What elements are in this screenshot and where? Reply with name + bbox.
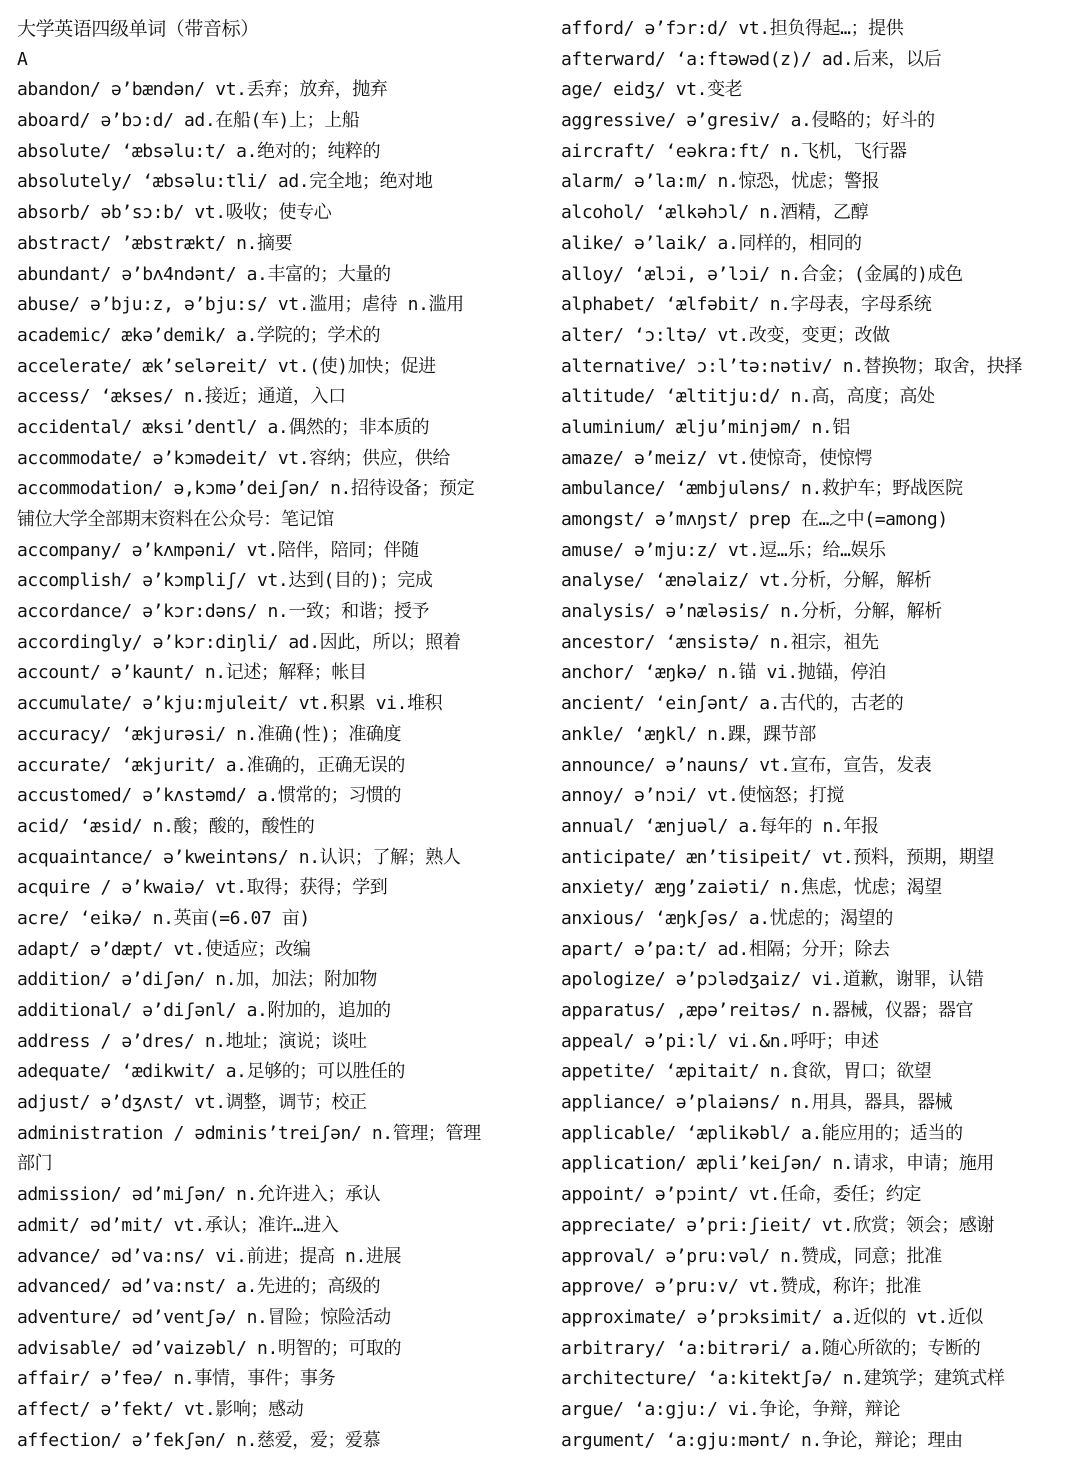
vocabulary-entry: accelerate/ æk’seləreit/ vt.(使)加快；促进 [17,355,436,377]
vocabulary-entry: afterward/ ‘a:ftəwəd(z)/ ad.后来，以后 [561,48,942,70]
vocabulary-entry: appliance/ ə’plaiəns/ n.用具，器具，器械 [561,1092,953,1114]
vocabulary-entry: architecture/ ‘a:kitektʃə/ n.建筑学；建筑式样 [561,1368,1005,1390]
vocabulary-entry: abstract/ ’æbstrækt/ n.摘要 [17,232,293,254]
vocabulary-entry: amongst/ ə’mʌŋst/ prep 在…之中(=among) [561,509,948,530]
vocabulary-entry: aggressive/ ə’gresiv/ a.侵略的；好斗的 [561,110,935,132]
vocabulary-entry: alphabet/ ‘ælfəbit/ n.字母表，字母系统 [561,294,932,316]
vocabulary-entry: accommodate/ ə’kɔmədeit/ vt.容纳；供应，供给 [17,447,451,469]
vocabulary-entry: age/ eidʒ/ vt.变老 [561,79,743,101]
vocabulary-entry: abuse/ ə’bju:z, ə’bju:s/ vt.滥用；虐待 n.滥用 [17,294,464,316]
vocabulary-entry: accordingly/ ə’kɔr:diŋli/ ad.因此，所以；照着 [17,631,461,653]
vocabulary-entry: 部门 [17,1153,53,1175]
vocabulary-entry: accommodation/ ə,kɔmə’deiʃən/ n.招待设备；预定 [17,478,475,500]
vocabulary-entry: administration / ədminis’treiʃən/ n.管理；管理 [17,1122,481,1144]
vocabulary-entry: abandon/ ə’bændən/ vt.丢弃；放弃，抛弃 [17,79,388,101]
left-entry-list [17,75,540,1456]
vocabulary-entry: approve/ ə’pru:v/ vt.赞成，称许；批准 [561,1276,921,1298]
vocabulary-entry: admission/ əd’miʃən/ n.允许进入；承认 [17,1184,381,1206]
vocabulary-entry: apart/ ə’pa:t/ ad.相隔；分开；除去 [561,938,890,960]
vocabulary-entry: alcohol/ ‘ælkəhɔl/ n.酒精，乙醇 [561,202,869,224]
right-entry-list [561,14,1080,1456]
vocabulary-entry: 铺位大学全部期末资料在公众号：笔记馆 [17,509,334,530]
vocabulary-entry: appreciate/ ə’pri:ʃieit/ vt.欣赏；领会；感谢 [561,1214,995,1236]
vocabulary-entry: aluminium/ ælju’minjəm/ n.铝 [561,416,850,438]
vocabulary-entry: appeal/ ə’pi:l/ vi.&n.呼吁；申述 [561,1030,879,1052]
vocabulary-entry: academic/ ækə’demik/ a.学院的；学术的 [17,324,381,346]
vocabulary-entry: anxious/ ‘æŋkʃəs/ a.忧虑的；渴望的 [561,907,893,929]
vocabulary-entry: accumulate/ ə’kju:mjuleit/ vt.积累 vi.堆积 [17,693,443,715]
vocabulary-entry: affection/ ə’fekʃən/ n.慈爱，爱；爱慕 [17,1429,381,1451]
vocabulary-entry: alter/ ‘ɔ:ltə/ vt.改变，变更；改做 [561,324,890,346]
vocabulary-entry: alarm/ ə’la:m/ n.惊恐，忧虑；警报 [561,171,880,193]
vocabulary-entry: appetite/ ‘æpitait/ n.食欲，胃口；欲望 [561,1061,932,1083]
vocabulary-entry: ambulance/ ‘æmbjuləns/ n.救护车；野战医院 [561,478,963,500]
vocabulary-entry: alloy/ ‘ælɔi, ə’lɔi/ n.合金；(金属的)成色 [561,263,963,285]
vocabulary-entry: accordance/ ə’kɔr:dəns/ n.一致；和谐；授予 [17,601,430,623]
vocabulary-entry: ankle/ ‘æŋkl/ n.踝，踝节部 [561,723,816,745]
vocabulary-entry: adapt/ ə’dæpt/ vt.使适应；改编 [17,938,311,960]
vocabulary-entry: accurate/ ‘ækjurit/ a.准确的，正确无误的 [17,754,406,776]
vocabulary-entry: argument/ ‘a:gju:mənt/ n.争论，辩论；理由 [561,1429,963,1451]
vocabulary-entry: accomplish/ ə’kɔmpliʃ/ vt.达到(目的)；完成 [17,570,433,592]
vocabulary-entry: apparatus/ ,æpə’reitəs/ n.器械，仪器；器官 [561,1000,974,1021]
vocabulary-entry: announce/ ə’nauns/ vt.宣布，宣告，发表 [561,754,932,776]
vocabulary-entry: apologize/ ə’pɔlədʒaiz/ vi.道歉，谢罪，认错 [561,969,984,991]
vocabulary-entry: absolutely/ ‘æbsəlu:tli/ ad.完全地；绝对地 [17,171,433,193]
vocabulary-entry: affair/ ə’feə/ n.事情，事件；事务 [17,1368,336,1390]
vocabulary-entry: acquaintance/ ə’kweintəns/ n.认识；了解；熟人 [17,846,461,868]
vocabulary-entry: adventure/ əd’ventʃə/ n.冒险；惊险活动 [17,1306,391,1328]
vocabulary-entry: acre/ ‘eikə/ n.英亩(=6.07 亩) [17,907,310,929]
vocabulary-entry: accuracy/ ‘ækjurəsi/ n.准确(性)；准确度 [17,723,402,745]
vocabulary-entry: accompany/ ə’kʌmpəni/ vt.陪伴，陪同；伴随 [17,539,419,561]
vocabulary-entry: applicable/ ‘æplikəbl/ a.能应用的；适当的 [561,1122,963,1144]
vocabulary-entry: account/ ə’kaunt/ n.记述；解释；帐目 [17,662,367,684]
vocabulary-entry: adequate/ ‘ædikwit/ a.足够的；可以胜任的 [17,1061,406,1083]
vocabulary-entry: access/ ‘ækses/ n.接近；通道，入口 [17,386,346,408]
vocabulary-entry: annual/ ‘ænjuəl/ a.每年的 n.年报 [561,815,879,837]
left-column [17,14,540,1456]
vocabulary-entry: annoy/ ə’nɔi/ vt.使恼怒；打搅 [561,785,845,807]
vocabulary-entry: analysis/ ə’næləsis/ n.分析，分解，解析 [561,601,942,623]
vocabulary-entry: accidental/ æksi’dentl/ a.偶然的；非本质的 [17,416,430,438]
vocabulary-entry: advanced/ əd’va:nst/ a.先进的；高级的 [17,1276,381,1298]
vocabulary-entry: addition/ ə’diʃən/ n.加，加法；附加物 [17,969,377,991]
vocabulary-entry: afford/ ə’fɔr:d/ vt.担负得起…；提供 [561,18,904,39]
vocabulary-entry: acid/ ‘æsid/ n.酸；酸的，酸性的 [17,815,315,837]
section-letter: A [17,48,28,70]
vocabulary-entry: accustomed/ ə’kʌstəmd/ a.惯常的；习惯的 [17,785,402,807]
vocabulary-entry: absorb/ əb’sɔ:b/ vt.吸收；使专心 [17,202,332,224]
vocabulary-entry: advisable/ əd’vaizəbl/ n.明智的；可取的 [17,1337,402,1359]
vocabulary-entry: amaze/ ə’meiz/ vt.使惊奇，使惊愕 [561,447,873,469]
vocabulary-entry: approval/ ə’pru:vəl/ n.赞成，同意；批准 [561,1245,942,1267]
vocabulary-entry: additional/ ə’diʃənl/ a.附加的，追加的 [17,1000,391,1021]
vocabulary-entry: analyse/ ‘ænəlaiz/ vt.分析，分解，解析 [561,570,932,592]
vocabulary-entry: affect/ ə’fekt/ vt.影响；感动 [17,1398,304,1420]
vocabulary-entry: abundant/ ə’bʌ4ndənt/ a.丰富的；大量的 [17,263,391,285]
vocabulary-entry: aircraft/ ‘eəkra:ft/ n.飞机，飞行器 [561,140,907,162]
vocabulary-entry: amuse/ ə’mju:z/ vt.逗…乐；给…娱乐 [561,539,886,561]
vocabulary-entry: ancient/ ‘einʃənt/ a.古代的，古老的 [561,693,904,715]
vocabulary-entry: acquire / ə’kwaiə/ vt.取得；获得；学到 [17,877,388,899]
vocabulary-entry: alternative/ ɔ:l’tə:nətiv/ n.替换物；取舍，抉择 [561,355,1023,377]
vocabulary-entry: arbitrary/ ‘a:bitrəri/ a.随心所欲的；专断的 [561,1337,981,1359]
vocabulary-entry: application/ æpli’keiʃən/ n.请求，申请；施用 [561,1153,995,1175]
vocabulary-entry: altitude/ ‘æltitju:d/ n.高，高度；高处 [561,386,935,408]
vocabulary-entry: anchor/ ‘æŋkə/ n.锚 vi.抛锚，停泊 [561,662,886,684]
right-column [561,14,1080,1456]
vocabulary-entry: anticipate/ æn’tisipeit/ vt.预料，预期，期望 [561,846,995,868]
vocabulary-entry: alike/ ə’laik/ a.同样的，相同的 [561,232,862,254]
vocabulary-entry: appoint/ ə’pɔint/ vt.任命，委任；约定 [561,1184,921,1206]
vocabulary-entry: approximate/ ə’prɔksimit/ a.近似的 vt.近似 [561,1306,983,1328]
vocabulary-entry: adjust/ ə’dʒʌst/ vt.调整，调节；校正 [17,1092,367,1114]
document-title: 大学英语四级单词（带音标） [17,18,259,40]
vocabulary-entry: argue/ ‘a:gju:/ vi.争论，争辩，辩论 [561,1398,901,1420]
vocabulary-entry: absolute/ ‘æbsəlu:t/ a.绝对的；纯粹的 [17,140,381,162]
vocabulary-entry: address / ə’dres/ n.地址；演说；谈吐 [17,1030,367,1052]
vocabulary-entry: advance/ əd’va:ns/ vi.前进；提高 n.进展 [17,1245,402,1267]
vocabulary-entry: ancestor/ ‘ænsistə/ n.祖宗，祖先 [561,631,879,653]
vocabulary-entry: admit/ əd’mit/ vt.承认；准许…进入 [17,1214,339,1236]
vocabulary-entry: anxiety/ æŋg’zaiəti/ n.焦虑，忧虑；渴望 [561,877,942,899]
vocabulary-entry: aboard/ ə’bɔ:d/ ad.在船(车)上；上船 [17,110,360,132]
